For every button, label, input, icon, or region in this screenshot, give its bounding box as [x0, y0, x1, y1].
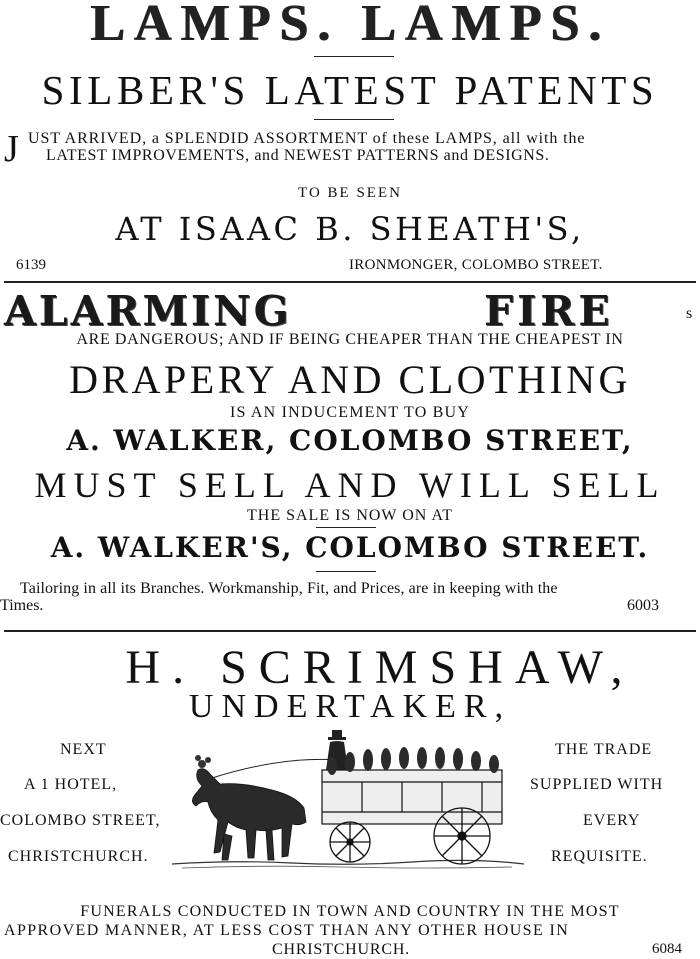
ad-number: 6003 — [627, 597, 659, 614]
silber-heading: SILBER'S LATEST PATENTS — [41, 67, 659, 113]
walker-line: IS AN INDUCEMENT TO BUY — [229, 404, 471, 421]
drop-cap: J — [4, 128, 19, 170]
right-info-line: SUPPLIED WITH — [530, 776, 664, 793]
divider — [316, 527, 376, 528]
shop-address: IRONMONGER, COLOMBO STREET. — [349, 257, 603, 273]
walker-line: THE SALE IS NOW ON AT — [246, 507, 454, 524]
left-address-line: NEXT — [60, 741, 107, 758]
headline-suffix: s — [686, 305, 693, 322]
walker-tail-line: Tailoring in all its Branches. Workmanship, Fit, and Prices, are in keeping with the — [20, 580, 558, 597]
divider — [314, 119, 394, 120]
walker-line: ARE DANGEROUS; AND IF BEING CHEAPER THAN THE CHEAPEST IN — [76, 331, 624, 348]
ad-number: 6084 — [652, 941, 682, 957]
drapery-heading: DRAPERY AND CLOTHING — [69, 357, 631, 402]
must-sell-heading: MUST SELL AND WILL SELL — [34, 465, 666, 505]
footer-line: FUNERALS CONDUCTED IN TOWN AND COUNTRY IN THE MOST — [80, 903, 620, 920]
walker-name: A. WALKER'S, COLOMBO STREET. — [50, 531, 650, 564]
headline-fire: FIRE — [484, 287, 614, 335]
undertaker-name: H. SCRIMSHAW, — [125, 641, 635, 694]
left-address-line: A 1 HOTEL, — [24, 776, 118, 793]
lamps-body-line: LATEST IMPROVEMENTS, and NEWEST PATTERNS and DESIGNS. — [46, 147, 550, 164]
ad-number: 6139 — [16, 257, 46, 273]
walker-name: A. WALKER, COLOMBO STREET, — [66, 424, 634, 457]
lamps-heading: LAMPS. LAMPS. — [90, 0, 610, 52]
lamps-body-line: UST ARRIVED, a SPLENDID ASSORTMENT of these LAMPS, all with the — [28, 130, 586, 147]
headline-alarming: ALARMING — [4, 287, 292, 335]
to-be-seen: TO BE SEEN — [298, 185, 402, 201]
footer-line: CHRISTCHURCH. — [272, 941, 410, 958]
divider — [314, 56, 394, 57]
hearse-illustration — [172, 726, 524, 874]
section-divider — [4, 281, 696, 283]
right-info-line: REQUISITE. — [551, 848, 648, 865]
divider — [316, 571, 376, 572]
left-address-line: CHRISTCHURCH. — [8, 848, 149, 865]
right-info-line: EVERY — [583, 812, 641, 829]
section-divider — [4, 630, 696, 632]
right-info-line: THE TRADE — [555, 741, 653, 758]
walker-tail-line: Times. — [0, 597, 44, 614]
left-address-line: COLOMBO STREET, — [0, 812, 161, 829]
undertaker-trade: UNDERTAKER, — [188, 688, 512, 725]
shop-name: AT ISAAC B. SHEATH'S, — [115, 210, 585, 248]
footer-line: APPROVED MANNER, AT LESS COST THAN ANY OTHER HOUSE IN — [4, 922, 570, 939]
